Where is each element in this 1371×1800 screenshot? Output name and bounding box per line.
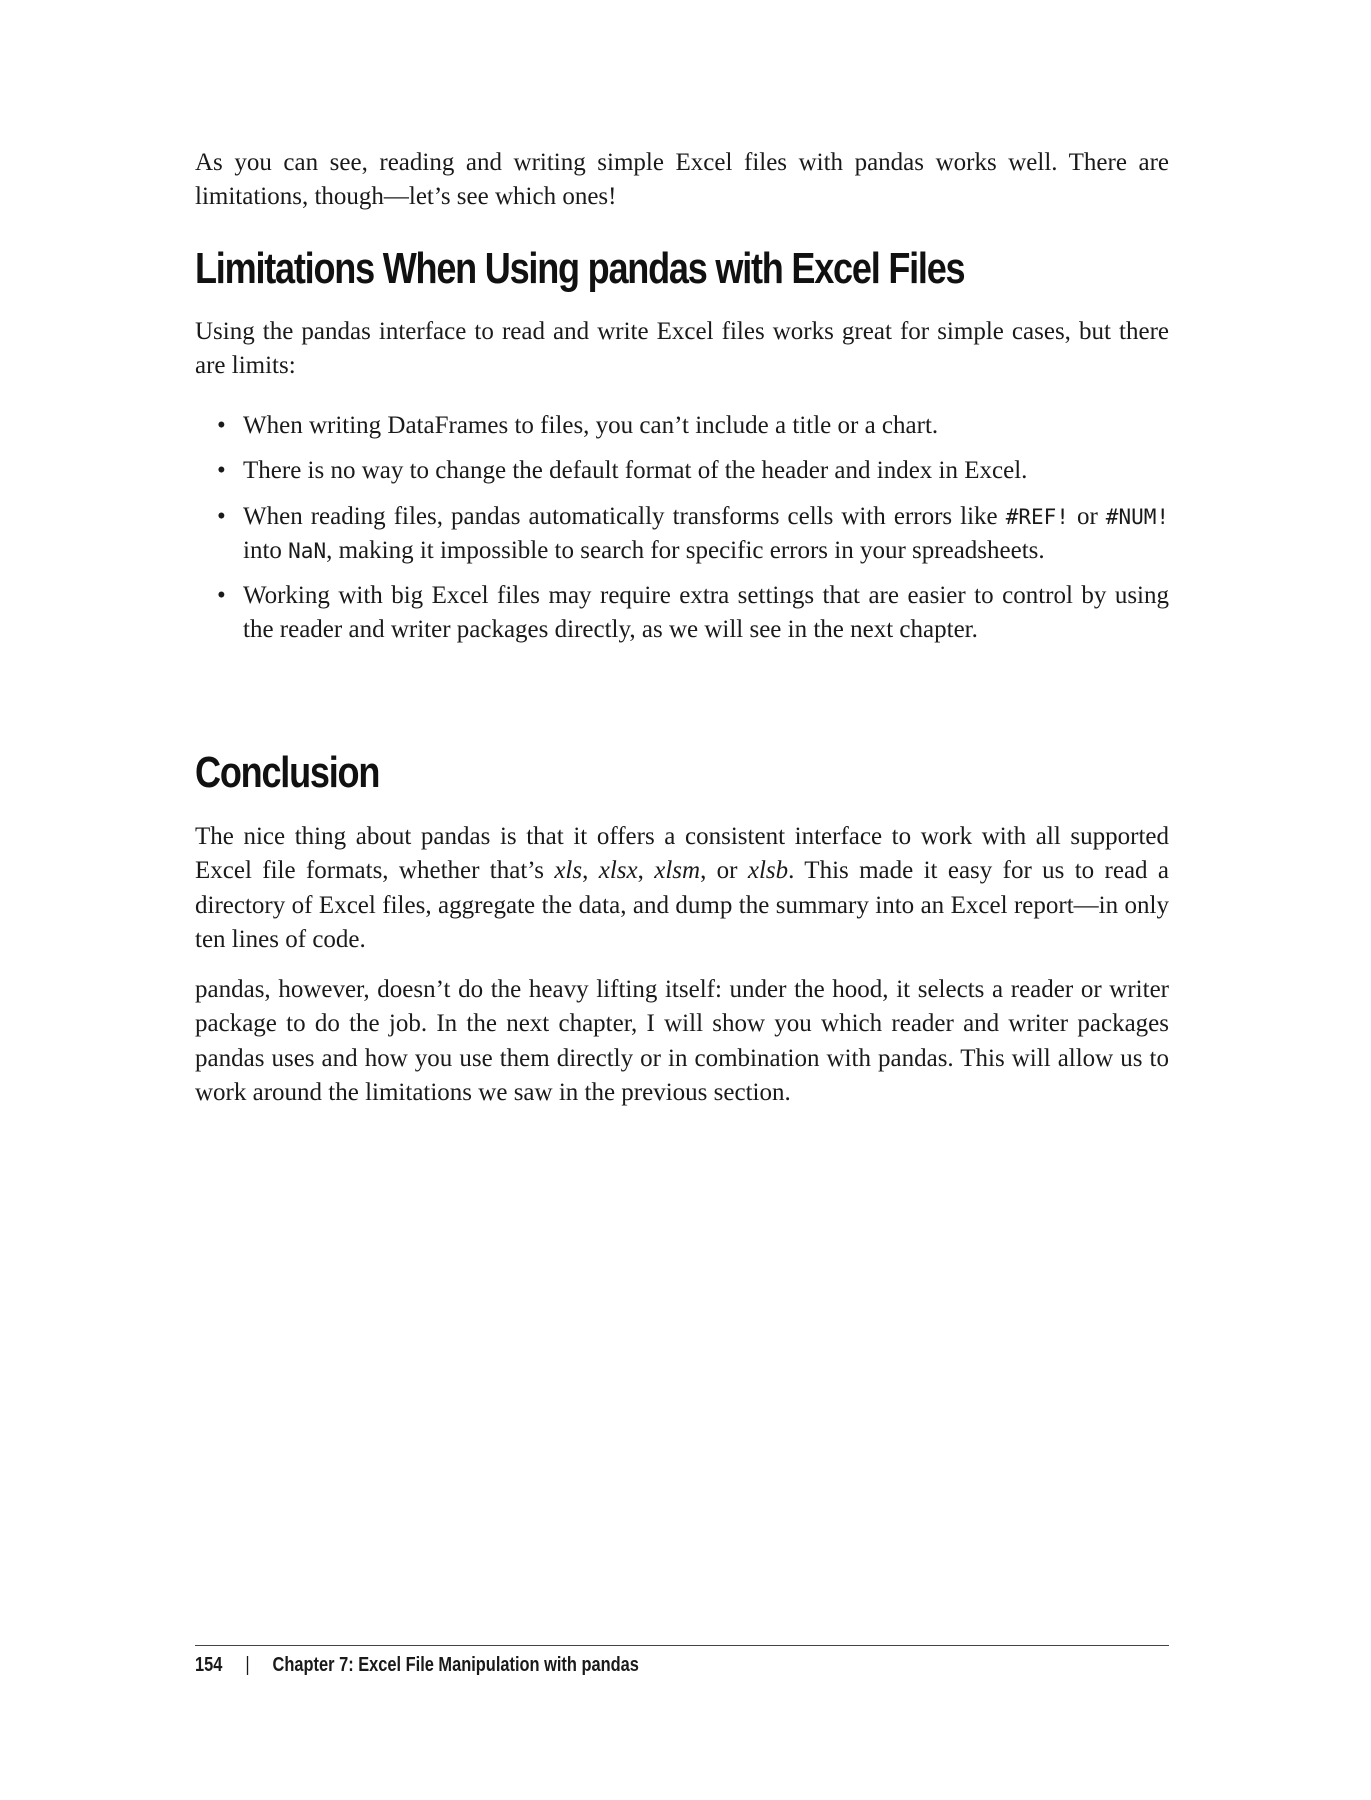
conclusion-paragraph-2: pandas, however, doesn’t do the heavy lifting itself: under the hood, it selects a reader or writer package to do the job. In the next chapter, I will show you which reader and writer packages pandas uses and how you use them directly or in combination with pandas. This will allow us to work around the limitations we saw in the previous section.	[195, 976, 1169, 1106]
list-item-text: , making it impossible to search for specific errors in your spreadsheets.	[326, 536, 1045, 564]
page-number: 154	[195, 1654, 223, 1676]
conclusion-paragraph-1: The nice thing about pandas is that it offers a consistent interface to work with all supported Excel file formats, whether that’s xls, xlsx, xlsm, or xlsb. This made it easy for us to read a directory of Excel files, aggregate the data, and dump the summary into an Excel report—in only ten lines of code.	[195, 823, 1170, 953]
list-item	[195, 454, 1169, 488]
list-item-text: Working with big Excel files may require extra settings that are easier to control by using the reader and writer packages directly, as we will see in the next chapter.	[243, 582, 1169, 644]
text: . This made it easy for us to read a directory of Excel files, aggregate the data, and dump the summary into an Excel report—in only ten lines of code.	[195, 857, 1170, 953]
text: The nice thing about pandas is that it offers a consistent interface to work with all supported Excel file formats, whether that’s	[195, 823, 1169, 885]
section-heading-limitations: Limitations When Using pandas with Excel Files	[195, 244, 965, 293]
page-footer	[195, 1654, 639, 1677]
bullet-icon: •	[217, 582, 226, 610]
limitations-list	[195, 409, 1169, 659]
format-xlsm: xlsm	[654, 857, 701, 885]
code-nan: NaN	[288, 538, 327, 563]
list-item-text: or	[1076, 502, 1098, 530]
format-xls: xls	[554, 857, 583, 885]
code-num-error: #NUM!	[1105, 504, 1170, 529]
list-item	[195, 500, 1169, 569]
section-heading-conclusion: Conclusion	[195, 748, 380, 797]
bullet-icon: •	[217, 412, 226, 439]
list-item-text: into	[243, 536, 282, 564]
footer-divider	[195, 1645, 1169, 1646]
chapter-title: Chapter 7: Excel File Manipulation with pandas	[272, 1654, 639, 1676]
list-item-text: When writing DataFrames to files, you can’t include a title or a chart.	[243, 412, 939, 439]
intro-paragraph: As you can see, reading and writing simple Excel files with pandas works well. There are limitations, though—let’s see which ones!	[195, 149, 1169, 211]
footer-separator: |	[245, 1654, 250, 1676]
bullet-icon: •	[217, 502, 226, 530]
list-item-text: There is no way to change the default format of the header and index in Excel.	[243, 457, 1028, 485]
format-xlsx: xlsx	[598, 857, 638, 885]
code-ref-error: #REF!	[1005, 504, 1069, 529]
list-item	[195, 579, 1169, 648]
list-item	[195, 409, 1169, 443]
list-item-text: When reading files, pandas automatically transforms cells with errors like	[243, 502, 998, 530]
format-xlsb: xlsb	[747, 857, 789, 885]
limitations-lead-paragraph: Using the pandas interface to read and write Excel files works great for simple cases, but there are limits:	[195, 318, 1169, 380]
bullet-icon: •	[217, 457, 226, 485]
